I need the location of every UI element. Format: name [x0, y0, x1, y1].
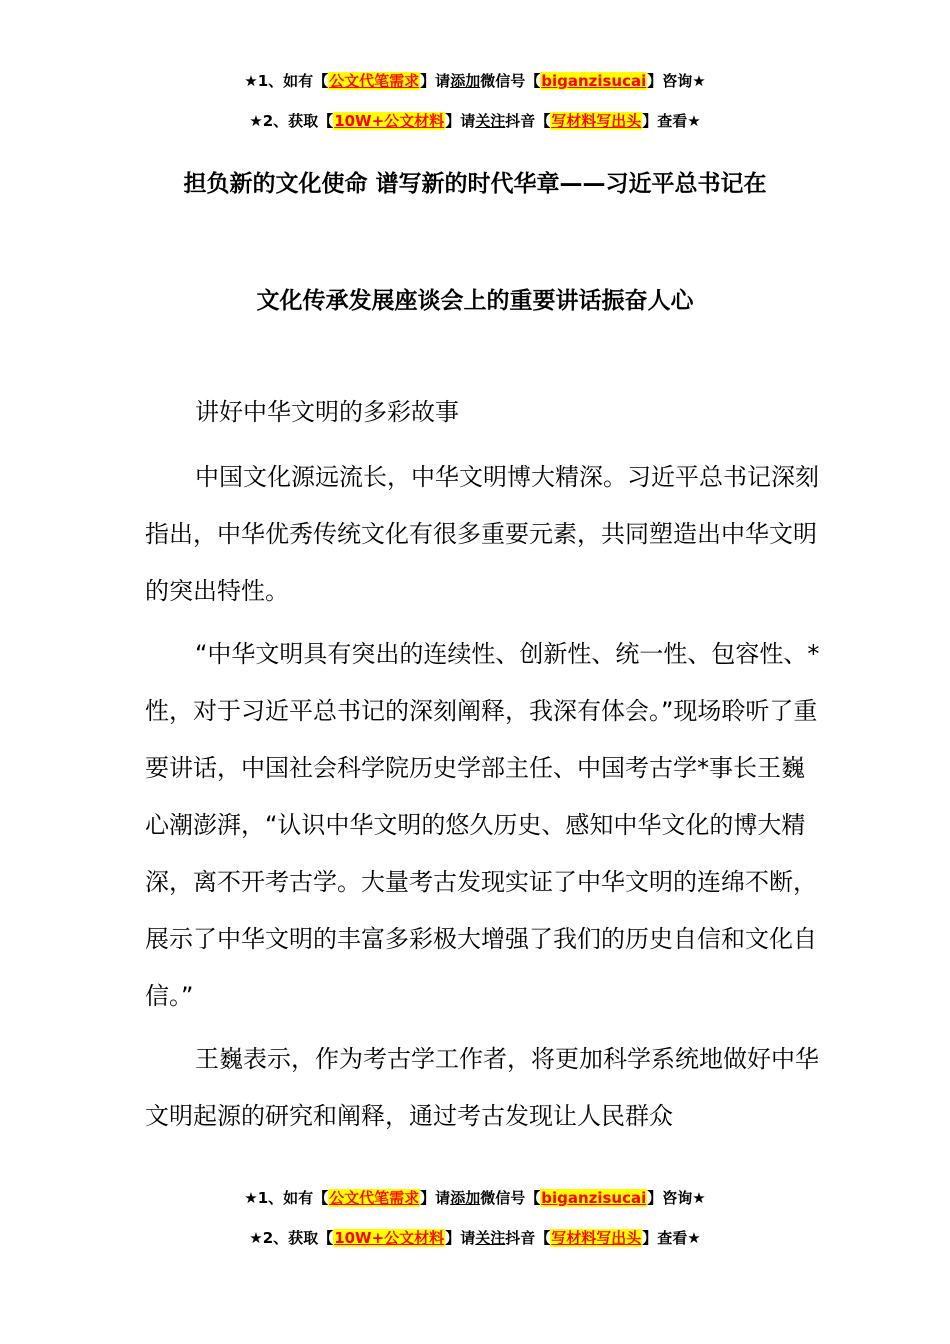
document-title-line-1: 担负新的文化使命 谱写新的时代华章——习近平总书记在 [183, 171, 767, 197]
ad-highlight-materials: 10W+公文材料 [334, 112, 445, 130]
body-paragraph-1: 中国文化源远流长，中华文明博大精深。习近平总书记深刻指出，中华优秀传统文化有很多重要元素，共同塑造出中华文明的突出特性。 [145, 463, 819, 605]
ad-text: 】请 [445, 1229, 476, 1247]
ad-underlined-action: 添加 [450, 1189, 481, 1207]
ad-text: 微信号【 [480, 72, 541, 90]
ad-text: 】请 [420, 72, 451, 90]
ad-suffix: 】咨询★ [647, 1189, 706, 1207]
footer-ad-line-2 [0, 1228, 950, 1248]
section-heading: 讲好中华文明的多彩故事 [195, 398, 459, 426]
ad-prefix: ★2、获取【 [249, 112, 334, 130]
ad-highlight-service: 公文代笔需求 [329, 72, 420, 90]
footer-ad-line-1 [0, 1188, 950, 1208]
ad-suffix: 】咨询★ [647, 72, 706, 90]
body-paragraph-3: 王巍表示，作为考古学工作者，将更加科学系统地做好中华文明起源的研究和阐释，通过考古发现让人民群众 [145, 1045, 819, 1130]
ad-highlight-douyin-id: 写材料写出头 [551, 112, 642, 130]
ad-text: 】请 [445, 112, 476, 130]
ad-suffix: 】查看★ [642, 1229, 701, 1247]
body-paragraph-2: “中华文明具有突出的连续性、创新性、统一性、包容性、*性，对于习近平总书记的深刻阐释，我深有体会。”现场聆听了重要讲话，中国社会科学院历史学部主任、中国考古学*事长王巍心潮澎湃，“认识中华文明的悠久历史、感知中华文化的博大精深，离不开考古学。大量考古发现实证了中华文明的连绵不断，展示了中华文明的丰富多彩极大增强了我们的历史自信和文化自信。” [145, 640, 820, 1010]
document-body [145, 384, 825, 1151]
ad-prefix: ★1、如有【 [244, 72, 329, 90]
ad-prefix: ★1、如有【 [244, 1189, 329, 1207]
ad-highlight-service: 公文代笔需求 [329, 1189, 420, 1207]
ad-underlined-action: 关注 [475, 1229, 506, 1247]
ad-text: 微信号【 [480, 1189, 541, 1207]
ad-text: 抖音【 [505, 112, 551, 130]
header-ad-line-1 [0, 71, 950, 91]
ad-underlined-action: 关注 [475, 112, 506, 130]
ad-text: 】请 [420, 1189, 451, 1207]
ad-suffix: 】查看★ [642, 112, 701, 130]
ad-highlight-materials: 10W+公文材料 [334, 1229, 445, 1247]
ad-highlight-wechat-id: biganzisucai [541, 1189, 647, 1207]
ad-underlined-action: 添加 [450, 72, 481, 90]
header-ad-line-2 [0, 111, 950, 131]
document-title-line-2: 文化传承发展座谈会上的重要讲话振奋人心 [256, 288, 694, 314]
ad-highlight-douyin-id: 写材料写出头 [551, 1229, 642, 1247]
ad-prefix: ★2、获取【 [249, 1229, 334, 1247]
ad-highlight-wechat-id: biganzisucai [541, 72, 647, 90]
ad-text: 抖音【 [505, 1229, 551, 1247]
